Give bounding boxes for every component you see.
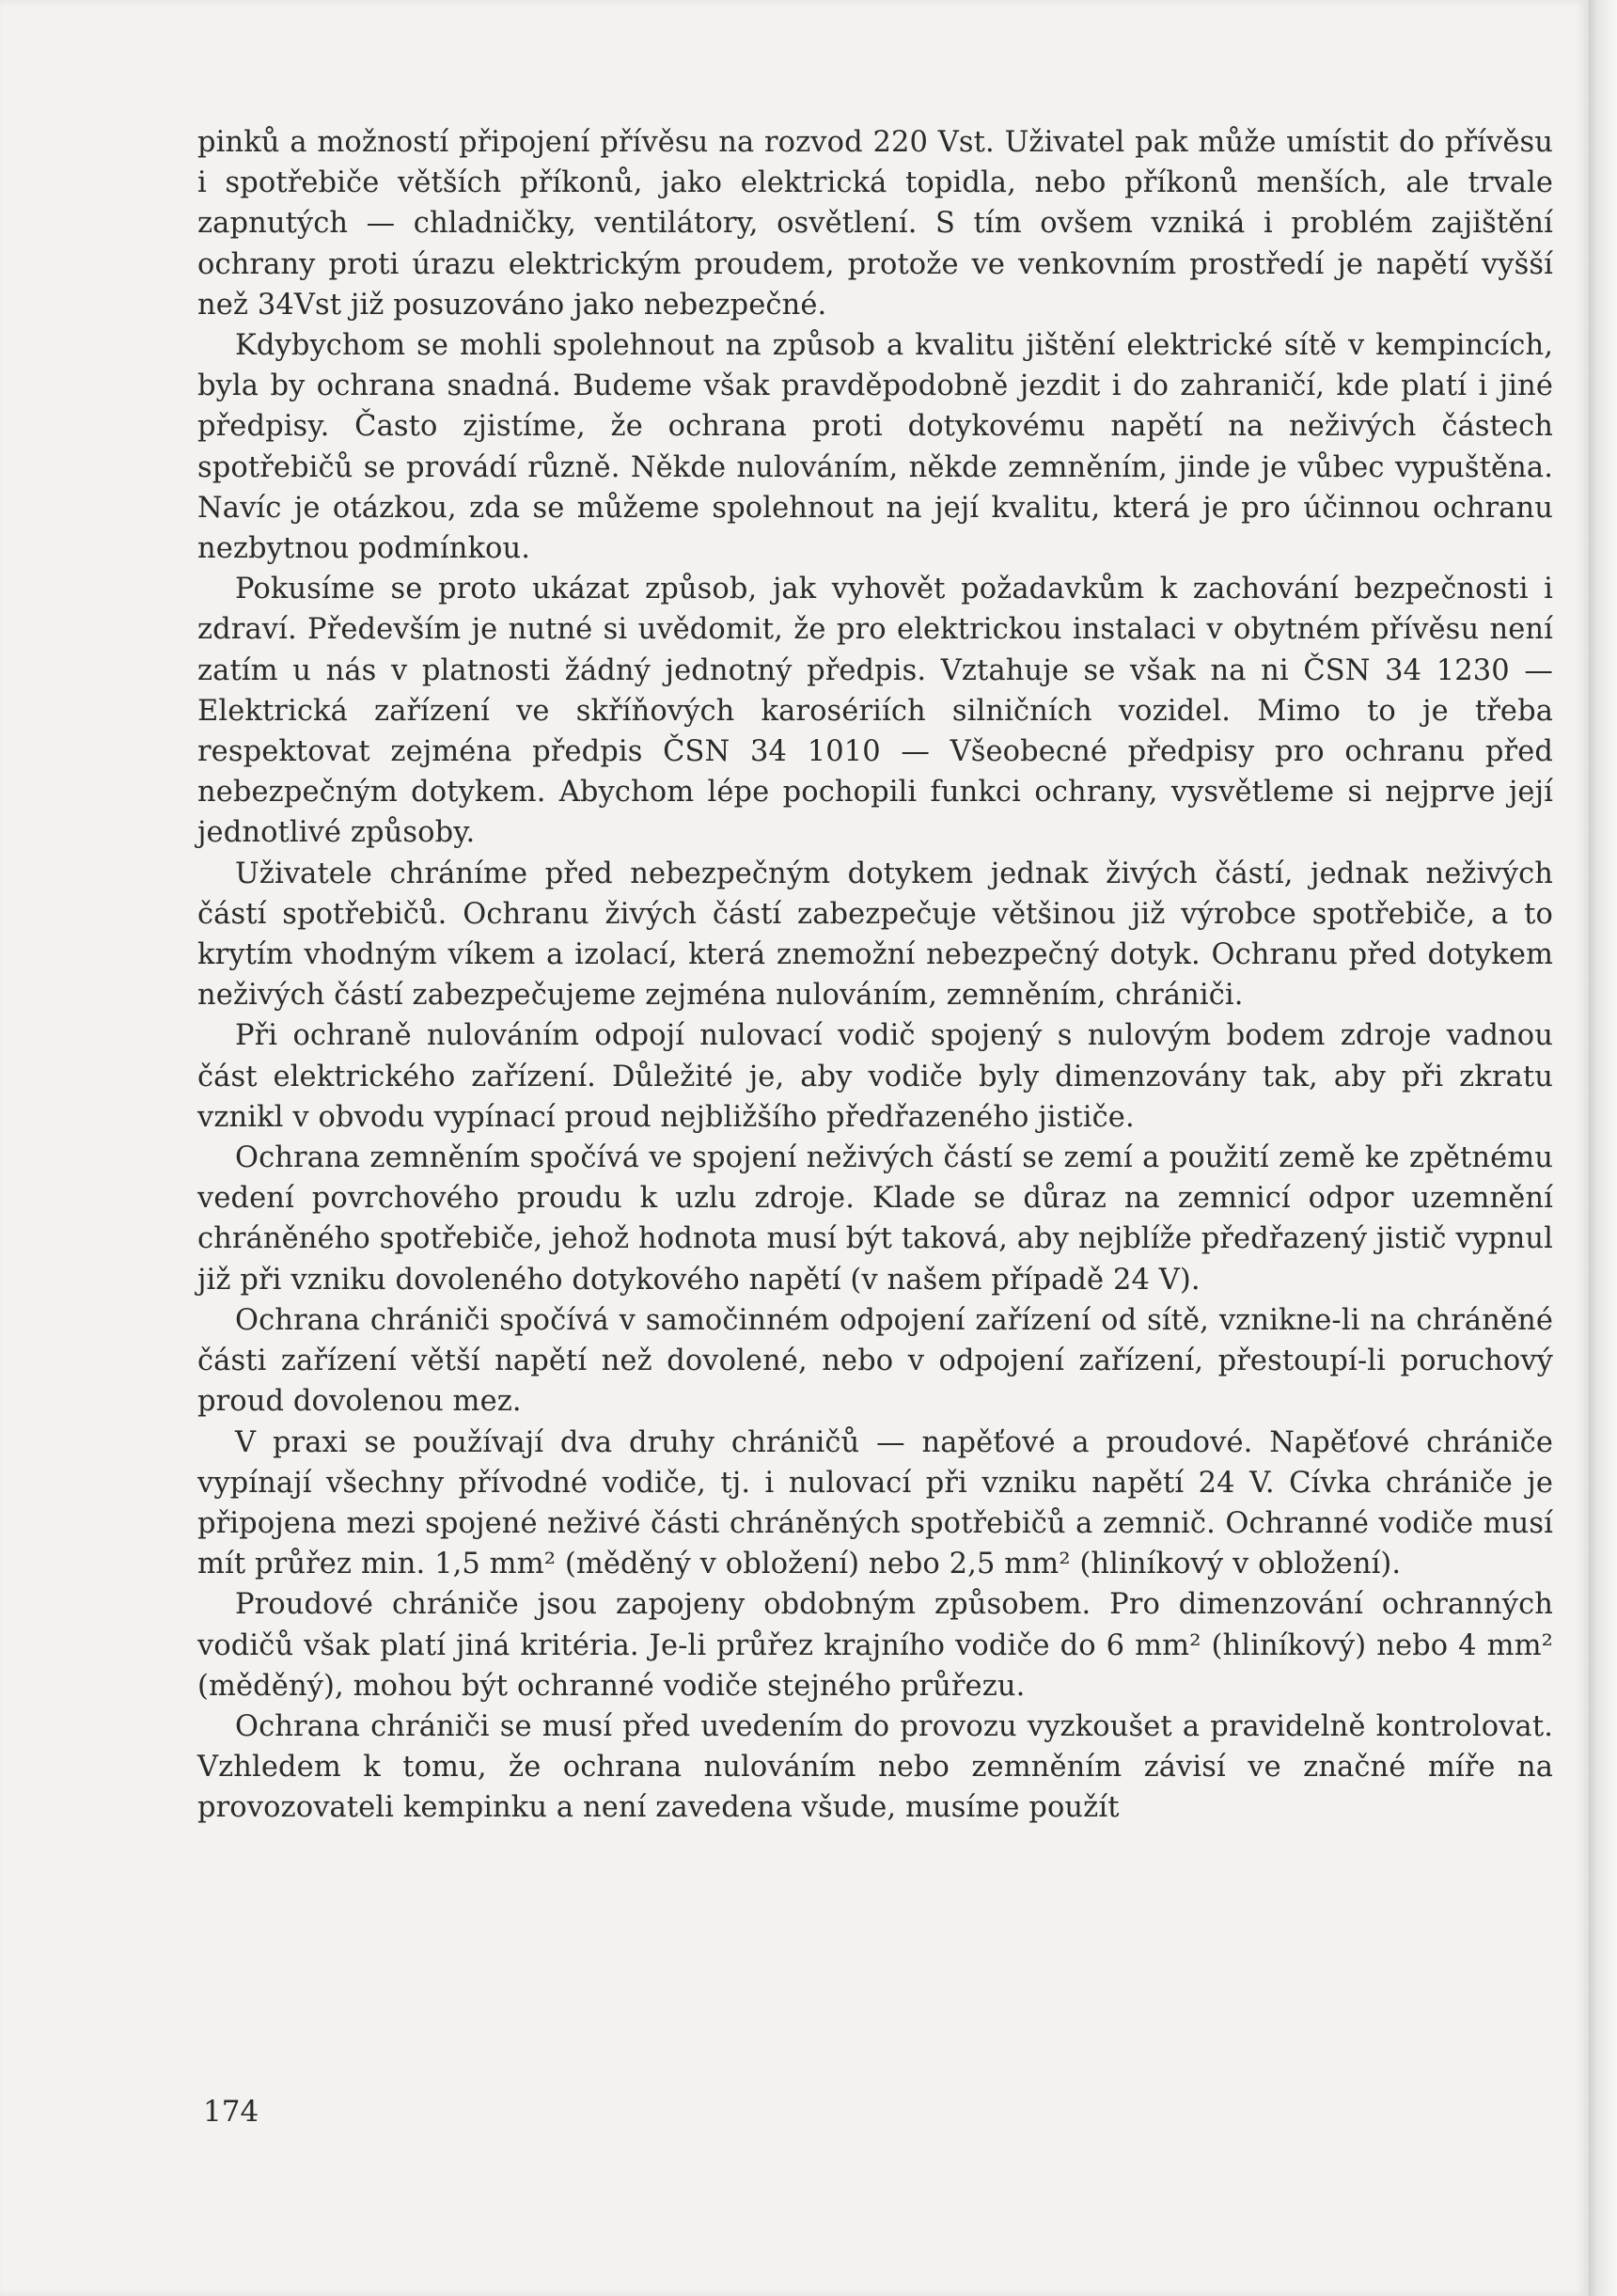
page-edge bbox=[1589, 0, 1617, 2296]
paragraph: Ochrana chrániči spočívá v samočinném odpojení zařízení od sítě, vznikne-li na chráněné části zařízení větší napětí než dovolené, nebo v odpojení zařízení, přestoupí-li poruchový proud dovolenou mez. bbox=[197, 1303, 1553, 1419]
paragraph: Ochrana chrániči se musí před uvedením do provozu vyzkoušet a pravidelně kontrolovat. Vzhledem k tomu, že ochrana nulováním nebo zemněním závisí ve značné míře na provozovateli kempinku a není zavedena všude, musíme použít bbox=[197, 1709, 1553, 1825]
page-number: 174 bbox=[203, 2095, 259, 2129]
paragraph: Ochrana zemněním spočívá ve spojení neživých částí se zemí a použití země ke zpětnému vedení povrchového proudu k uzlu zdroje. Klade se důraz na zemnicí odpor uzemnění chráněného spotřebiče, jehož hodnota musí být taková, aby nejblíže předřazený jistič vypnul již při vzniku dovoleného dotykového napětí (v našem případě 24 V). bbox=[197, 1141, 1553, 1297]
paragraph: Pokusíme se proto ukázat způsob, jak vyhovět požadavkům k zachování bezpečnosti i zdraví. Především je nutné si uvědomit, že pro elektrickou instalaci v obytném přívěsu není zatím u nás v platnosti žádný jednotný předpis. Vztahuje se však na ni ČSN 34 1230 — Elektrická zařízení ve skříňových karosériích silničních vozidel. Mimo to je třeba respektovat zejména předpis ČSN 34 1010 — Všeobecné předpisy pro ochranu před nebezpečným dotykem. Abychom lépe pochopili funkci ochrany, vysvětleme si nejprve její jednotlivé způsoby. bbox=[197, 573, 1553, 850]
paragraph: V praxi se používají dva druhy chráničů — napěťové a proudové. Napěťové chrániče vypínají všechny přívodné vodiče, tj. i nulovací při vzniku napětí 24 V. Cívka chrániče je připojena mezi spojené neživé části chráněných spotřebičů a zemnič. Ochranné vodiče musí mít průřez min. 1,5 mm² (měděný v obložení) nebo 2,5 mm² (hliníkový v obložení). bbox=[197, 1425, 1553, 1581]
paragraph: pinků a možností připojení přívěsu na rozvod 220 Vst. Uživatel pak může umístit do přívěsu i spotřebiče větších příkonů, jako elektrická topidla, nebo příkonů menších, ale trvale zapnutých — chladničky, ventilátory, osvětlení. S tím ovšem vzniká i problém zajištění ochrany proti úrazu elektrickým proudem, protože ve venkovním prostředí je napětí vyšší než 34Vst již posuzováno jako nebezpečné. bbox=[197, 126, 1553, 322]
paragraph: Při ochraně nulováním odpojí nulovací vodič spojený s nulovým bodem zdroje vadnou část elektrického zařízení. Důležité je, aby vodiče byly dimenzovány tak, aby při zkratu vznikl v obvodu vypínací proud nejbližšího předřazeného jističe. bbox=[197, 1019, 1553, 1134]
paragraph: Proudové chrániče jsou zapojeny obdobným způsobem. Pro dimenzování ochranných vodičů však platí jiná kritéria. Je-li průřez krajního vodiče do 6 mm² (hliníkový) nebo 4 mm² (měděný), mohou být ochranné vodiče stejného průřezu. bbox=[197, 1588, 1553, 1703]
body-text bbox=[197, 122, 1553, 1829]
paragraph: Kdybychom se mohli spolehnout na způsob a kvalitu jištění elektrické sítě v kempincích, byla by ochrana snadná. Budeme však pravděpodobně jezdit i do zahraničí, kde platí i jiné předpisy. Často zjistíme, že ochrana proti dotykovému napětí na neživých částech spotřebičů se provádí různě. Někde nulováním, někde zemněním, jinde je vůbec vypuštěna. Navíc je otázkou, zda se můžeme spolehnout na její kvalitu, která je pro účinnou ochranu nezbytnou podmínkou. bbox=[197, 329, 1553, 566]
paragraph: Uživatele chráníme před nebezpečným dotykem jednak živých částí, jednak neživých částí spotřebičů. Ochranu živých částí zabezpečuje většinou již výrobce spotřebiče, a to krytím vhodným víkem a izolací, která znemožní nebezpečný dotyk. Ochranu před dotykem neživých částí zabezpečujeme zejména nulováním, zemněním, chrániči. bbox=[197, 857, 1553, 1013]
